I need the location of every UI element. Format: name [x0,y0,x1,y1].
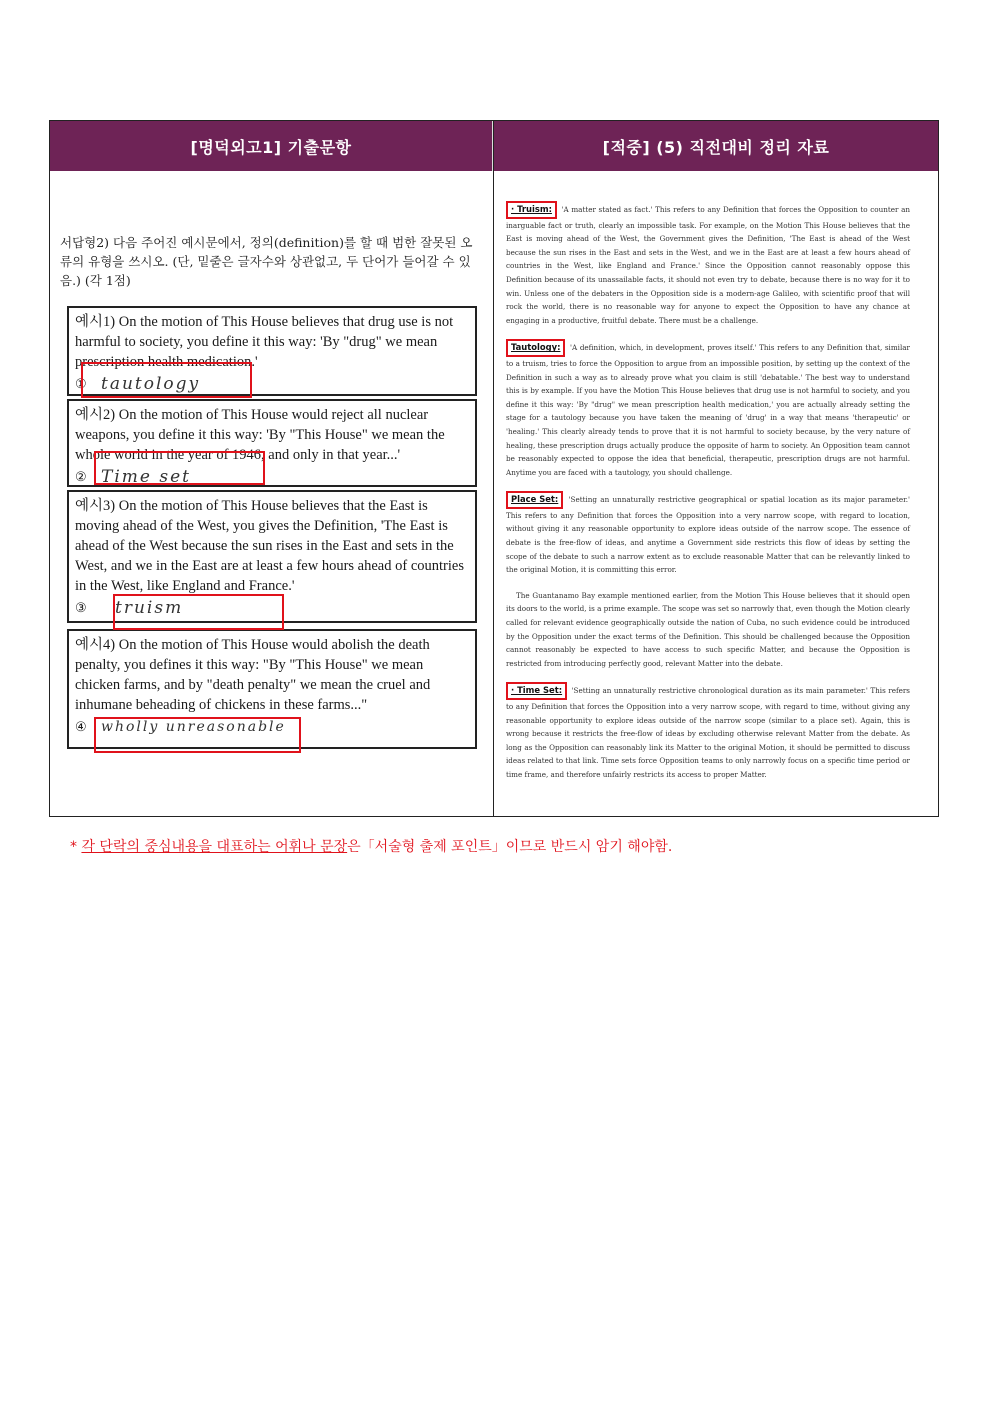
term-highlight [506,201,557,219]
footnote-rest: 은「서술형 출제 포인트」이므로 반드시 암기 해야함. [347,839,673,855]
note-text: 'Setting an unnaturally restrictive chronological duration as its main parameter.' This refers to any Definition that forces the Opposition into a very narrow scope, with regard to time, without giving any reasonable opportunity to explore ideas outside of the narrow scope (similar to a place set). Again, this is wrong because it restricts the free-flow of ideas by excluding otherwise relevant Matter from the debate. As long as the Opposition can reasonably link its Matter to the original Motion, it should be permitted to discuss ideas related to that link. Time sets force Opposition teams to only narrowly focus on a specific time period or time frame, and therefore unfairly restricts its access to proper Matter. [506,686,910,779]
example-label: 예시1) [75,314,116,330]
note-text: 'Setting an unnaturally restrictive geographical or spatial location as its major parameter.' This refers to any Definition that forces the Opposition into a very narrow scope, with regard to location, without giving it any reasonable opportunity to explore ideas outside of the narrow scope. The essence of debate is the free-flow of ideas, and anytime a Government side restricts this flow of ideas by setting the scope of the debate to such a narrow extent as to exclude reasonable Matter that can be relevantly linked to the original Motion, it is committing this error. [506,495,910,575]
note-text: 'A definition, which, in development, proves itself.' This refers to any Definition that, similar to a truism, tries to force the Opposition to argue from an impossible position, by setting up the context of the Definition in such a way as to already prove what you claim is still 'debatable.' The best way to understand this is by example. If you have the Motion This House believes that drug use is not harmful to society, and you define it this way: 'By "drug" we mean prescription health medication,' you are actually already setting the stage for a tautology because you have taken the meaning of 'drug' in a way that means 'therapeutic' or 'healing.' This clearly already tends to prove that it is not harmful to society because, by the very nature of healing, these prescription drugs actually produce the opposite of harm to society. An Opposition team cannot be reasonably expected to oppose the idea that beneficial, therapeutic, prescription drugs are not harmful. Anytime you are faced with a tautology, you should challenge. [506,343,910,477]
note-place-set [506,491,910,577]
answer-number: ④ [75,719,87,734]
term-label: Place Set: [511,494,559,505]
footnote [70,836,672,856]
answer-number: ③ [75,600,87,615]
term-highlight [506,491,563,509]
handwritten-answer: truism [115,598,184,618]
term-label: Tautology: [511,342,561,353]
example-text: On the motion of This House would abolish the death penalty, you defines it this way: "By "This House" we mean chicken farms, and by "death penalty" we mean the cruel and inhumane beheading of chickens in these farms..." [75,637,431,713]
exam-scan [50,171,493,816]
note-text: 'A matter stated as fact.' This refers to any Definition that forces the Opposition to counter an inarguable fact or truth, clearly an impossible task. For example, on the Motion This House believes that the East is moving ahead of the West, the Government gives the Definition, 'The East is ahead of the West because the sun rises in the East and sets in the West, and we in the East are at least a few hours ahead of countries in the West, like England and France.' Since the Opposition cannot reasonably oppose this Definition because of its unassailable facts, it should not even try to debate, because there is no way for it to win. Unless one of the debaters in the Opposition side is a modern-age Galileo, with scientific proof that will rock the world, there is no reasonable way for anyone to expect the Opposition to have any chance at engaging in a productive, fruitful debate. There must be a challenge. [506,205,910,325]
example-label: 예시4) [75,637,116,653]
handwritten-answer: tautology [101,374,201,394]
example-label: 예시3) [75,498,116,514]
example-text: On the motion of This House would reject all nuclear weapons, you define it this way: 'By "This House" we mean the whole world in the year of 1946, and only in that year...' [75,407,445,463]
handwritten-answer: Time set [101,467,191,487]
example-label: 예시2) [75,407,116,423]
notes-panel [494,171,938,816]
term-label: · Time Set: [511,685,563,696]
term-highlight [506,339,565,357]
example-text: On the motion of This House believes that drug use is not harmful to society, you define it this way: 'By "drug" we mean prescription health medication.' [75,314,454,370]
note-guantanamo [506,589,910,671]
term-label: · Truism: [511,204,552,214]
header-exam: [명덕외고1] 기출문항 [50,121,493,171]
note-text: The Guantanamo Bay example mentioned earlier, from the Motion This House believes that it should open its doors to the world, is a prime example. The scope was set so narrowly that, even though the Motion clearly called for relevant evidence geographically outside the nation of Cuba, no such evidence could be introduced by the Opposition under the exact terms of the Definition. This should be challenged because the Opposition cannot reasonably be expected to have access to such specific Matter, and because the Opposition is restricted from introducing perfectly good, relevant Matter into the debate. [506,590,910,668]
answer-number: ① [75,376,87,391]
example-text: On the motion of This House believes that the East is moving ahead of the West, you gives the Definition, 'The East is ahead of the West because the sun rises in the East and sets in the West, and we in the East are at least a few hours ahead of countries in the West, like England and France.' [75,498,464,594]
note-truism [506,201,910,327]
note-tautology [506,339,910,479]
term-highlight [506,682,567,700]
header-notes: [적중] (5) 직전대비 정리 자료 [494,121,938,171]
note-time-set [506,682,910,781]
comparison-table [49,120,939,817]
answer-number: ② [75,469,87,484]
answer-highlight-2 [94,451,265,485]
exam-instruction: 서답형2) 다음 주어진 예시문에서, 정의(definition)를 할 때 범한 잘못된 오류의 유형을 쓰시오. (단, 밑줄은 글자수와 상관없고, 두 단어가 들어갈 수 있음.) (각 1점) [60,235,473,288]
handwritten-answer: wholly unreasonable [101,719,286,735]
answer-highlight-1 [81,362,252,398]
answer-highlight-3 [113,594,284,630]
footnote-underlined: 각 단락의 중심내용을 대표하는 어휘나 문장 [81,839,348,855]
answer-highlight-4 [94,717,301,753]
footnote-star: * [70,839,77,855]
